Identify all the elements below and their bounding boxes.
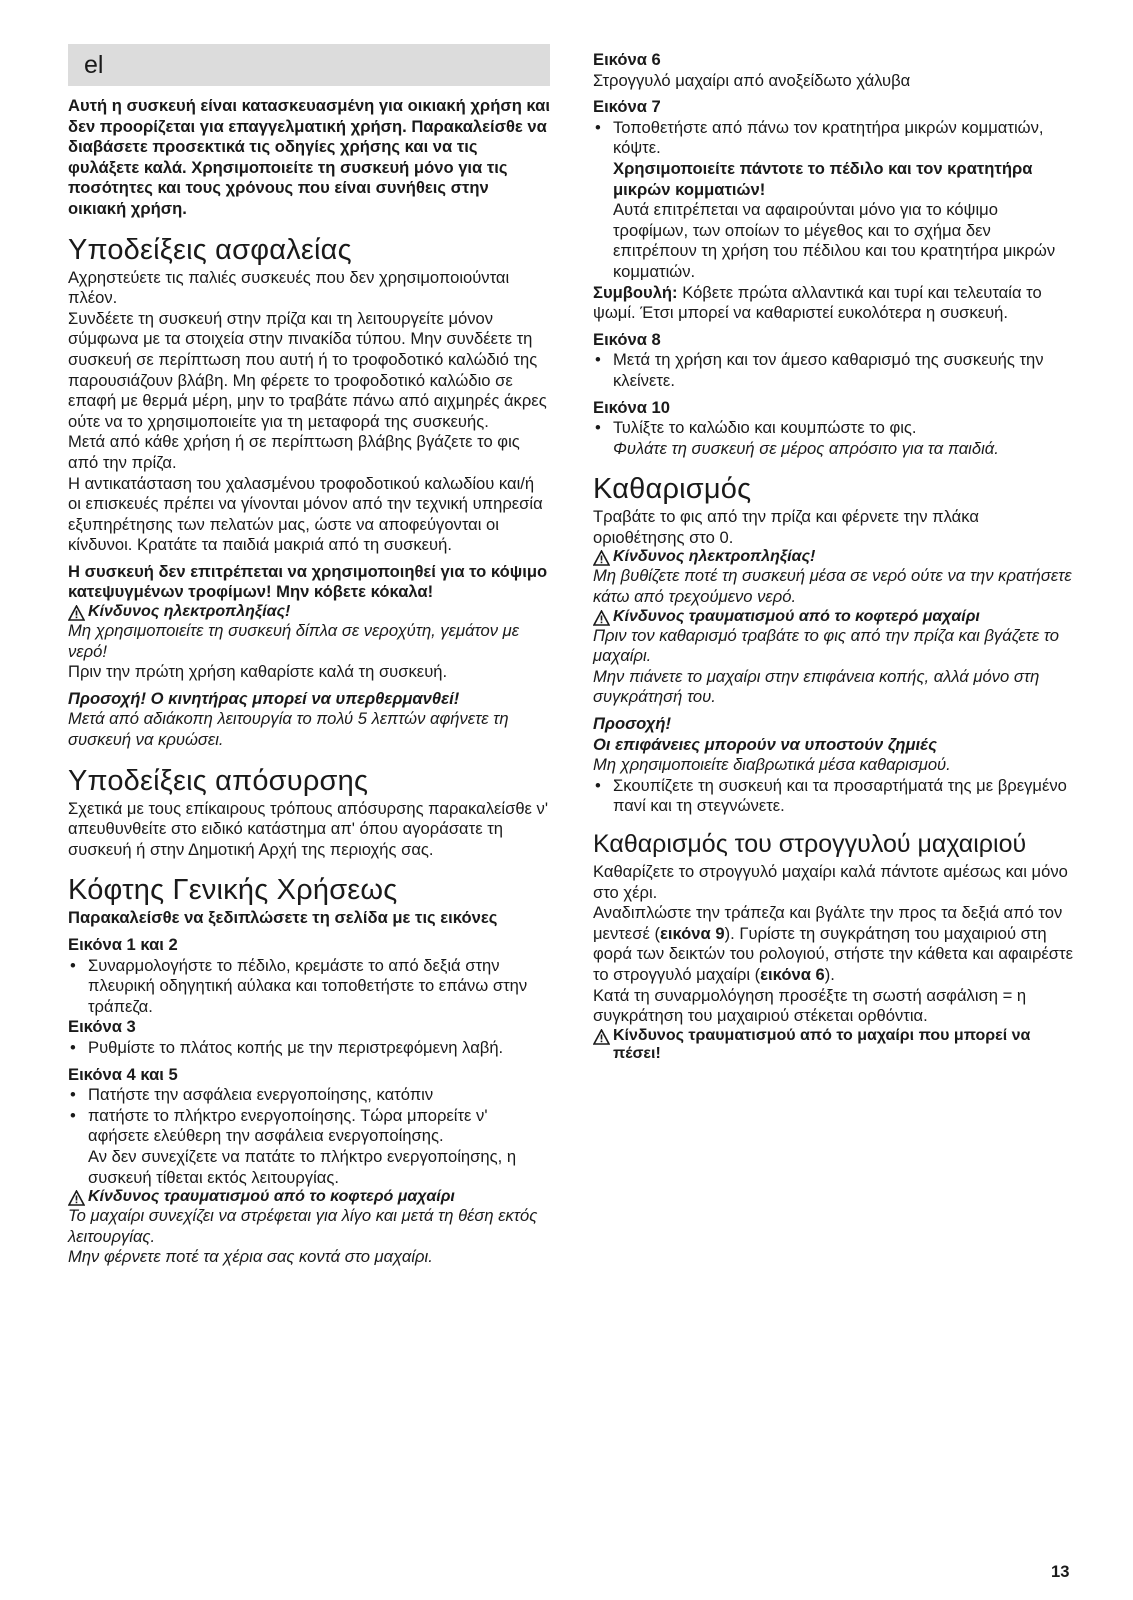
warning-title: Κίνδυνος τραυματισμού από το μαχαίρι που μπορεί να πέσει! xyxy=(613,1026,1031,1062)
fig45-continuation: Αν δεν συνεχίζετε να πατάτε το πλήκτρο ενεργοποίησης, η συσκευή τίθεται εκτός λειτουργίας. xyxy=(88,1146,517,1187)
fig45-label: Εικόνα 4 και 5 xyxy=(68,1064,178,1084)
unfold-note: Παρακαλείσθε να ξεδιπλώσετε τη σελίδα με τις εικόνες xyxy=(68,908,498,928)
list-item: • Σκουπίζετε τη συσκευή και τα προσαρτήματά της με βρεγμένο πανί και τη στεγνώνετε. xyxy=(593,776,1073,817)
cleaning-knife-warning xyxy=(593,608,1073,626)
text-run: Αναδιπλώστε την τράπεζα και βγάλτε την προς τα δεξιά από τον μεντεσέ ( xyxy=(593,903,1063,943)
knife-cleaning-p2 xyxy=(593,903,1073,985)
list-item: • Συναρμολογήστε το πέδιλο, κρεμάστε το από δεξιά στην πλευρική οδηγητική αύλακα και τοποθετήστε το επάνω στην τράπεζα. xyxy=(68,956,550,1018)
warning-triangle-icon xyxy=(593,608,613,626)
warning-title: Κίνδυνος ηλεκτροπληξίας! xyxy=(88,603,291,621)
fig7-bold: Χρησιμοποιείτε πάντοτε το πέδιλο και τον κρατητήρα μικρών κομματιών! xyxy=(613,158,1033,199)
surface-caution-subtitle: Οι επιφάνειες μπορούν να υποστούν ζημιές xyxy=(593,734,937,754)
list-item: • πατήστε το πλήκτρο ενεργοποίησης. Τώρα μπορείτε ν' αφήσετε ελεύθερη την ασφάλεια ενεργοποίησης. xyxy=(68,1106,550,1147)
list-item: • Ρυθμίστε το πλάτος κοπής με την περιστρεφόμενη λαβή. xyxy=(68,1038,550,1059)
fig3-label: Εικόνα 3 xyxy=(68,1017,136,1037)
warning-title: Κίνδυνος ηλεκτροπληξίας! xyxy=(613,548,816,566)
warning-text: Το μαχαίρι συνεχίζει να στρέφεται για λίγο και μετά τη θέση εκτός λειτουργίας. xyxy=(68,1206,538,1246)
warning-text: Μη βυθίζετε ποτέ τη συσκευή μέσα σε νερό ούτε να την κρατήσετε κάτω από τρεχούμενο νερό. xyxy=(593,566,1072,607)
warning-triangle-icon xyxy=(593,1027,613,1045)
fig7-text: Αυτά επιτρέπεται να αφαιρούνται μόνο για το κόψιμο τροφίμων, των οποίων το μέγεθος και το σχήμα δεν επιτρέπουν τη χρήση του πέδιλου και του κρατητήρα μικρών κομματιών. xyxy=(613,200,1056,281)
list-item: • Πατήστε την ασφάλεια ενεργοποίησης, κατόπιν xyxy=(68,1085,550,1106)
slicer-heading: Κόφτης Γενικής Χρήσεως xyxy=(68,874,398,907)
knife-injury-warning xyxy=(68,1188,550,1206)
cleaning-heading: Καθαρισμός xyxy=(593,473,752,506)
electric-shock-warning xyxy=(68,603,550,621)
motor-caution-text: Μετά από αδιάκοπη λειτουργία το πολύ 5 λεπτών αφήνετε τη συσκευή να κρυώσει. xyxy=(68,709,509,750)
knife-cleaning-p3: Κατά τη συναρμολόγηση προσέξτε τη σωστή ασφάλιση = η συγκράτηση του μαχαιριού στέκεται ορθόντια. xyxy=(593,985,1027,1026)
warning-text: Μη χρησιμοποιείτε τη συσκευή δίπλα σε νεροχύτη, γεμάτον με νερό! xyxy=(68,621,520,661)
fig6-label: Εικόνα 6 xyxy=(593,50,661,69)
warning-text: Μην φέρνετε ποτέ τα χέρια σας κοντά στο μαχαίρι. xyxy=(68,1247,433,1267)
surface-caution-text: Μη χρησιμοποιείτε διαβρωτικά μέσα καθαρισμού. xyxy=(593,755,951,775)
warning-title: Κίνδυνος τραυματισμού από το κοφτερό μαχαίρι xyxy=(88,1188,455,1206)
surface-caution-title: Προσοχή! xyxy=(593,714,672,734)
safety-p2: Συνδέετε τη συσκευή στην πρίζα και τη λειτουργείτε μόνον σύμφωνα με τα στοιχεία στην πινακίδα τύπου. Μην συνδέετε τη συσκευή σε περίπτωση που αυτή ή το τροφοδοτικό καλώδιό της παρουσιάζουν βλάβη. Μη φέρετε το τροφοδοτικό καλώδιο σε επαφή με θερμά μέρη, μην το τραβάτε πάνω από αιχμηρές άκρες ούτε να το χρησιμοποιείτε για τη μεταφορά της συσκευής. xyxy=(68,308,547,431)
fig8-label: Εικόνα 8 xyxy=(593,329,661,349)
fig7-list xyxy=(593,118,1073,159)
figure-ref: εικόνα 9 xyxy=(659,923,725,943)
warning-title: Κίνδυνος τραυματισμού από το κοφτερό μαχαίρι xyxy=(613,607,980,625)
language-code: el xyxy=(84,50,104,79)
safety-p4: Η αντικατάσταση του χαλασμένου τροφοδοτικού καλωδίου και/ή οι επισκευές πρέπει να γίνονται μόνον από την τεχνική υπηρεσία εξυπηρέτησης των πελατών μας, ώστε να αποφεύγονται οι κίνδυνοι. Κρατάτε τα παιδιά μακριά από τη συσκευή. xyxy=(68,473,543,555)
knife-cleaning-heading: Καθαρισμός του στρογγυλού μαχαιριού xyxy=(593,830,1027,858)
cleaning-shock-warning xyxy=(593,548,1073,566)
safety-heading: Υποδείξεις ασφαλείας xyxy=(68,233,352,266)
left-column xyxy=(68,44,550,1268)
warning-triangle-icon xyxy=(593,548,613,566)
fig3-list xyxy=(68,1038,550,1059)
text-run: ). Γυρίστε τη συγκράτηση του μαχαιριού στη φορά των δεικτών του ρολογιού, στήστε την κάθετα και αφαιρέστε το στρογγυλό μαχαίρι ( xyxy=(593,923,1073,984)
safety-p1: Αχρηστεύετε τις παλιές συσκευές που δεν χρησιμοποιούνται πλέον. xyxy=(68,267,510,308)
safety-p5: Πριν την πρώτη χρήση καθαρίστε καλά τη συσκευή. xyxy=(68,662,448,682)
fig10-list xyxy=(593,418,1073,439)
fig7-label: Εικόνα 7 xyxy=(593,97,661,117)
page-number: 13 xyxy=(1051,1562,1070,1581)
fig10-label: Εικόνα 10 xyxy=(593,397,671,417)
figure-ref: εικόνα 6 xyxy=(760,964,825,984)
fig10-italic: Φυλάτε τη συσκευή σε μέρος απρόσιτο για τα παιδιά. xyxy=(613,438,999,458)
disposal-text: Σχετικά με τους επίκαιρους τρόπους απόσυρσης παρακαλείσθε ν' απευθυνθείτε στο ειδικό κατάστημα απ' όπου αγοράσατε τη συσκευή ή στην Δημοτική Αρχή της περιοχής σας. xyxy=(68,798,549,859)
cleaning-list xyxy=(593,776,1073,817)
list-item: • Μετά τη χρήση και τον άμεσο καθαρισμό της συσκευής την κλείνετε. xyxy=(593,350,1073,391)
fig12-list xyxy=(68,956,550,1018)
tip-text: Κόβετε πρώτα αλλαντικά και τυρί και τελευταία το ψωμί. Έτσι μπορεί να καθαριστεί ευκολότερα η συσκευή. xyxy=(593,282,1042,323)
falling-knife-warning xyxy=(593,1027,1073,1063)
knife-cleaning-p1: Καθαρίζετε το στρογγυλό μαχαίρι καλά πάντοτε αμέσως και μόνο στο χέρι. xyxy=(593,862,1068,902)
fig8-list xyxy=(593,350,1073,391)
fig45-list xyxy=(68,1085,550,1147)
disposal-heading: Υποδείξεις απόσυρσης xyxy=(68,764,369,797)
warning-text: Μην πιάνετε το μαχαίρι στην επιφάνεια κοπής, αλλά μόνο στη συγκράτησή του. xyxy=(593,666,1040,707)
intro-text: Αυτή η συσκευή είναι κατασκευασμένη για οικιακή χρήση και δεν προορίζεται για επαγγελματική χρήση. Παρακαλείσθε να διαβάσετε προσεκτικά τις οδηγίες χρήσης και να τις φυλάξετε καλά. Χρησιμοποιείτε τη συσκευή μόνο για τις ποσότητες και τους χρόνους που είναι συνήθεις στην οικιακή χρήση. xyxy=(68,96,550,218)
right-column xyxy=(593,50,1073,1063)
list-item: • Τοποθετήστε από πάνω τον κρατητήρα μικρών κομματιών, κόψτε. xyxy=(593,118,1073,159)
list-item: • Τυλίξτε το καλώδιο και κουμπώστε το φις. xyxy=(593,418,1073,439)
tip-label: Συμβουλή: xyxy=(593,282,678,302)
frozen-food-note: Η συσκευή δεν επιτρέπεται να χρησιμοποιηθεί για το κόψιμο κατεψυγμένων τροφίμων! Μην κόβετε κόκαλα! xyxy=(68,561,548,602)
cleaning-text: Τραβάτε το φις από την πρίζα και φέρνετε την πλάκα οριοθέτησης στο 0. xyxy=(593,507,979,547)
motor-caution-title: Προσοχή! Ο κινητήρας μπορεί να υπερθερμανθεί! xyxy=(68,688,460,708)
fig6-text: Στρογγυλό μαχαίρι από ανοξείδωτο χάλυβα xyxy=(593,70,911,90)
warning-triangle-icon xyxy=(68,1188,88,1206)
warning-text: Πριν τον καθαρισμό τραβάτε το φις από την πρίζα και βγάζετε το μαχαίρι. xyxy=(593,625,1059,666)
warning-triangle-icon xyxy=(68,603,88,621)
tip-paragraph xyxy=(593,283,1073,324)
language-label xyxy=(68,44,550,86)
fig12-label: Εικόνα 1 και 2 xyxy=(68,935,178,954)
text-run: ). xyxy=(824,964,835,984)
safety-p3: Μετά από κάθε χρήση ή σε περίπτωση βλάβης βγάζετε το φις από την πρίζα. xyxy=(68,432,520,472)
